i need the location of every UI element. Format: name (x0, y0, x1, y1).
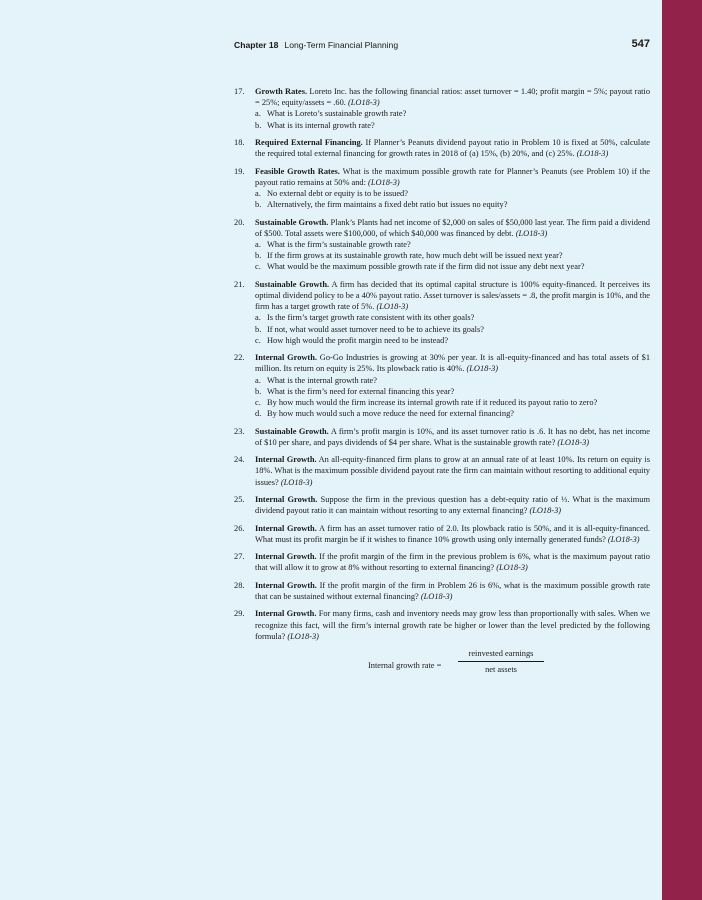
formula-denominator: net assets (485, 665, 517, 675)
sub-question-text: Is the firm’s target growth rate consistent with its other goals? (267, 313, 475, 323)
sub-question-text: What would be the maximum possible growth rate if the firm did not issue any debt next year? (267, 262, 585, 272)
problem-number: 28. (234, 580, 245, 590)
sub-question (255, 386, 650, 397)
sub-question-letter: b. (255, 200, 262, 210)
sub-question-text: How high would the profit margin need to be instead? (267, 335, 449, 345)
problem-number: 26. (234, 523, 245, 533)
sub-question (255, 188, 650, 199)
formula-left-side: Internal growth rate = (368, 661, 442, 671)
problem-body (255, 217, 650, 239)
problem-number: 27. (234, 552, 245, 562)
learning-objective-ref: (LO18-3) (368, 177, 400, 187)
problem-number: 19. (234, 166, 245, 176)
learning-objective-ref: (LO18-3) (280, 477, 313, 487)
problem-title: Internal Growth. (255, 455, 317, 465)
sub-question-letter: b. (255, 251, 262, 261)
sub-question-letter: a. (255, 313, 261, 323)
problem-text: A firm has an asset turnover ratio of 2.0. Its plowback ratio is 50%, and it is all-equity-financed. What must its profit margin be if it wishes to finance 10% growth using only internally generated funds? (255, 523, 650, 544)
problem-text: A firm has decided that its optimal capital structure is 100% equity-financed. It perceives its optimal dividend policy to be a 40% payout ratio. Asset turnover is sales/assets = .8, the profit margin is 10%, and the firm has a target growth rate of 5%. (255, 279, 650, 312)
problem-text: Go-Go Industries is growing at 30% per year. It is all-equity-financed and has total assets of $1 million. Its return on equity is 25%. Its plowback ratio is 40%. (255, 353, 651, 374)
sub-question (255, 250, 650, 261)
problem-body (255, 523, 650, 545)
problem-text: An all-equity-financed firm plans to grow at an annual rate of at least 10%. Its return on equity is 18%. What is the maximum possible dividend payout rate the firm can maintain without resorting to additional equity issues? (255, 455, 650, 487)
sub-question-letter: a. (255, 240, 261, 249)
problem-text: If the profit margin of the firm in the previous problem is 6%, what is the maximum payout ratio that will allow it to grow at 8% without resorting to external financing? (255, 552, 650, 573)
chapter-heading (234, 40, 398, 50)
problem-body (255, 352, 650, 374)
sub-question-text: No external debt or equity is to be issued? (267, 189, 408, 198)
sub-question-letter: a. (255, 109, 261, 119)
learning-objective-ref: (LO18-3) (420, 591, 453, 601)
problem-text: If the profit margin of the firm in Problem 26 is 6%, what is the maximum possible growth rate that can be sustained without external financing? (255, 580, 651, 601)
problem-title: Internal Growth. (255, 523, 317, 533)
sub-question-text: By how much would such a move reduce the need for external financing? (267, 409, 514, 419)
formula-numerator: reinvested earnings (458, 648, 544, 662)
problem-text: A firm’s profit margin is 10%, and its asset turnover ratio is .6. It has no debt, has net income of $10 per share, and pays dividends of $4 per share. What is the sustainable growth rate? (255, 426, 650, 447)
problem-body (255, 608, 650, 642)
learning-objective-ref: (LO18-3) (496, 563, 528, 573)
learning-objective-ref: (LO18-3) (515, 228, 548, 238)
learning-objective-ref: (LO18-3) (376, 302, 409, 312)
learning-objective-ref: (LO18-3) (287, 631, 319, 641)
chapter-side-bar (662, 0, 702, 900)
sub-question-letter: a. (255, 375, 261, 385)
problem-body (255, 494, 650, 516)
problem-item (228, 580, 650, 602)
problem-number: 18. (234, 138, 245, 147)
sub-question-text: Alternatively, the firm maintains a fixed debt ratio but issues no equity? (267, 200, 508, 210)
sub-question-letter: c. (255, 398, 261, 408)
problem-text: Loreto Inc. has the following financial ratios: asset turnover = 1.40; profit margin = 5%; payout ratio = 25%; equity/assets = .60. (255, 87, 651, 108)
problem-list (228, 86, 650, 684)
problem-title: Internal Growth. (255, 609, 317, 619)
problem-item (228, 551, 650, 573)
learning-objective-ref: (LO18-3) (607, 534, 640, 544)
learning-objective-ref: (LO18-3) (529, 506, 562, 516)
problem-body (255, 279, 650, 313)
sub-question-text: What is Loreto’s sustainable growth rate? (267, 109, 407, 119)
sub-question-letter: b. (255, 324, 262, 334)
problem-body (255, 166, 650, 188)
problem-body (255, 454, 650, 488)
sub-question-text: What is the firm’s sustainable growth rate? (267, 240, 411, 249)
problem-body (255, 137, 650, 159)
sub-question (255, 335, 650, 346)
sub-question-text: By how much would the firm increase its internal growth rate if it reduced its payout ratio to zero? (267, 398, 598, 408)
problem-item (228, 426, 650, 448)
problem-item (228, 279, 650, 346)
problem-item (228, 166, 650, 211)
problem-body (255, 580, 650, 602)
page-number: 547 (631, 38, 650, 50)
sub-question-letter: c. (255, 262, 261, 272)
sub-question (255, 199, 650, 210)
learning-objective-ref: (LO18-3) (576, 149, 609, 159)
sub-question-text: What is the internal growth rate? (267, 375, 377, 385)
problem-text: What is the maximum possible growth rate for Planner’s Peanuts (see Problem 10) if the payout ratio remains at 50% and: (255, 166, 650, 187)
problem-text: Suppose the firm in the previous question has a debt-equity ratio of ⅓. What is the maximum dividend payout ratio it can maintain without resorting to any external financing? (255, 495, 650, 516)
problem-title: Growth Rates. (255, 87, 308, 96)
problem-body (255, 551, 650, 573)
sub-question (255, 408, 650, 419)
chapter-label: Chapter 18 (234, 40, 279, 50)
sub-question (255, 324, 650, 335)
page-header (234, 38, 650, 54)
problem-item (228, 608, 650, 642)
sub-question-letter: a. (255, 189, 261, 198)
problem-text: If Planner’s Peanuts dividend payout ratio in Problem 10 is fixed at 50%, calculate the required total external financing for growth rates in 2018 of (a) 15%, (b) 20%, and (c) 25%. (255, 138, 650, 159)
sub-question (255, 108, 650, 119)
sub-question-text: What is the firm’s need for external financing this year? (267, 386, 455, 396)
learning-objective-ref: (LO18-3) (466, 364, 499, 374)
sub-question (255, 375, 650, 386)
problem-body (255, 426, 650, 448)
sub-question-letter: b. (255, 120, 262, 130)
chapter-title: Long-Term Financial Planning (284, 40, 399, 50)
problem-number: 21. (234, 279, 245, 289)
learning-objective-ref: (LO18-3) (557, 437, 590, 447)
problem-number: 20. (234, 217, 245, 227)
problem-item (228, 454, 650, 488)
problem-number: 29. (234, 609, 245, 619)
problem-title: Sustainable Growth. (255, 279, 330, 289)
sub-question (255, 239, 650, 250)
sub-question (255, 312, 650, 323)
problem-title: Required External Financing. (255, 138, 363, 147)
problem-title: Internal Growth. (255, 580, 317, 590)
problem-title: Sustainable Growth. (255, 217, 329, 227)
sub-question (255, 261, 650, 272)
problem-title: Sustainable Growth. (255, 426, 329, 436)
problem-title: Internal Growth. (255, 353, 317, 363)
sub-question (255, 397, 650, 408)
sub-question-letter: c. (255, 335, 261, 345)
problem-item (228, 352, 650, 419)
problem-item (228, 494, 650, 516)
problem-body (255, 86, 650, 108)
learning-objective-ref: (LO18-3) (347, 98, 380, 108)
sub-question-letter: b. (255, 386, 262, 396)
problem-item (228, 523, 650, 545)
problem-number: 17. (234, 87, 245, 96)
problem-title: Internal Growth. (255, 552, 317, 562)
internal-growth-formula (228, 648, 650, 684)
problem-text: Plank’s Plants had net income of $2,000 on sales of $50,000 last year. The firm paid a dividend of $500. Total assets were $100,000, of which $40,000 was financed by debt. (255, 217, 650, 238)
sub-question-letter: d. (255, 409, 262, 419)
problem-item (228, 137, 650, 159)
problem-text: For many firms, cash and inventory needs may grow less than proportionally with sales. When we recognize this fact, will the firm’s internal growth rate be higher or lower than the level predicted by the following formula? (255, 609, 651, 641)
problem-number: 24. (234, 455, 245, 465)
formula-fraction (458, 648, 544, 675)
sub-question-text: What is its internal growth rate? (267, 120, 375, 130)
problem-number: 23. (234, 426, 245, 436)
problem-number: 22. (234, 353, 245, 363)
problem-item (228, 217, 650, 273)
sub-question-text: If not, what would asset turnover need to be to achieve its goals? (267, 324, 484, 334)
problem-number: 25. (234, 495, 245, 504)
problem-title: Internal Growth. (255, 495, 318, 504)
sub-question (255, 120, 650, 131)
problem-item (228, 86, 650, 131)
sub-question-text: If the firm grows at its sustainable growth rate, how much debt will be issued next year? (267, 251, 563, 261)
problem-title: Feasible Growth Rates. (255, 166, 340, 176)
